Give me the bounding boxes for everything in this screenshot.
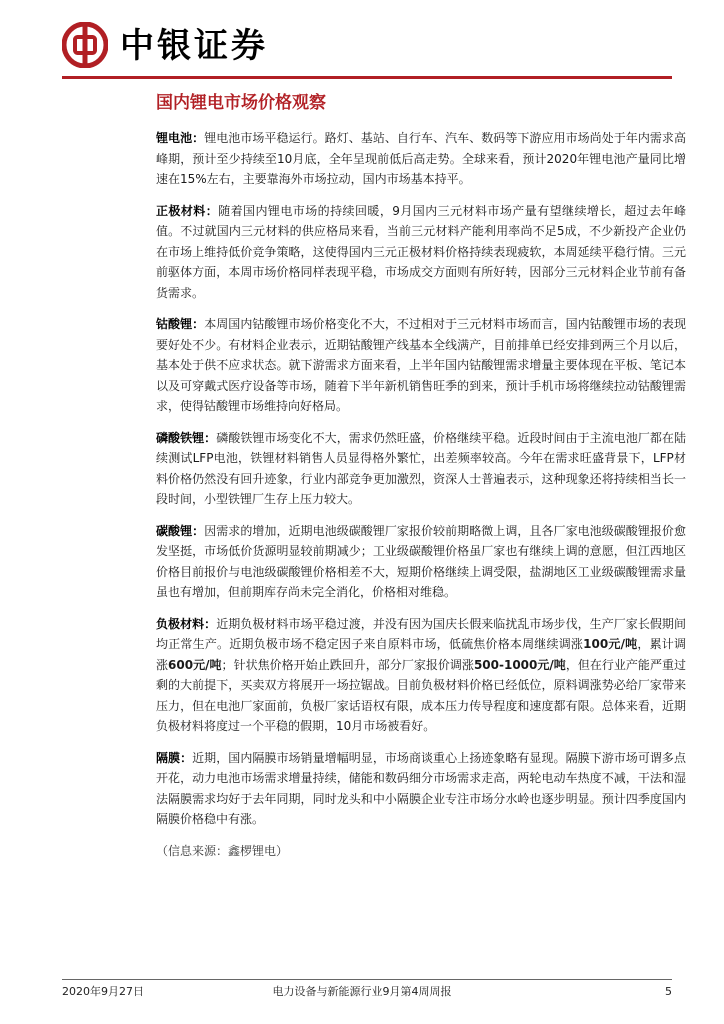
paragraph-text: 近期负极材料市场平稳过渡，并没有因为国庆长假来临扰乱市场步伐，生产厂家长假期间均正常生产。近期负极市场不稳定因子来自原料市场，低硫焦价格本周继续调涨: [156, 616, 686, 651]
paragraph-label: 正极材料：: [156, 203, 219, 218]
page-header: [62, 20, 672, 76]
footer-date: 2020年9月27日: [62, 985, 144, 998]
paragraph-label: 磷酸铁锂：: [156, 430, 217, 445]
body-paragraph: [156, 748, 686, 830]
paragraph-label: 负极材料：: [156, 616, 217, 631]
paragraph-text: ；针状焦价格开始止跌回升，部分厂家报价调涨: [221, 657, 474, 672]
brand-name: 中银证券: [120, 26, 268, 66]
body-paragraph: [156, 128, 686, 190]
paragraph-label: 锂电池：: [156, 131, 205, 145]
highlighted-value: 500-1000元/吨: [473, 657, 566, 672]
body-paragraph: [156, 614, 686, 737]
paragraph-text: 随着国内锂电市场的持续回暖，9月国内三元材料市场产量有望继续增长，超过去年峰值。不过就国内三元材料的供应格局来看，当前三元材料产能利用率尚不足5成，不少新投产企业仍在市场上维持低价竞争策略，这使得国内三元正极材料价格持续表现疲软，本周延续平稳行情。三元前驱体方面，本周市场价格同样表现平稳，市场成交方面则有所好转，因部分三元材料企业节前有备货需求。: [156, 203, 686, 300]
paragraph-list: [156, 128, 686, 830]
paragraph-text: 近期，国内隔膜市场销量增幅明显，市场商谈重心上扬迹象略有显现。隔膜下游市场可谓多点开花，动力电池市场需求增量持续，储能和数码细分市场需求走高，两轮电动车热度不减，干法和湿法隔膜需求均好于去年同期，同时龙头和中小隔膜企业专注市场分水岭也逐步明显。预计四季度国内隔膜价格稳中有涨。: [156, 750, 686, 826]
paragraph-text: ，但在行业产能严重过剩的大前提下，买卖双方将展开一场拉锯战。目前负极材料价格已经低位，原料调涨势必给厂家带来压力，但在电池厂家面前，负极厂家话语权有限，成本压力传导程度和速度都有限。总体来看，近期负极材料将度过一个平稳的假期，10月市场被看好。: [156, 657, 686, 733]
page-number: 5: [665, 985, 672, 998]
paragraph-text: 因需求的增加，近期电池级碳酸锂厂家报价较前期略微上调，且各厂家电池级碳酸锂报价愈发坚挺，市场低价货源明显较前期减少；工业级碳酸锂价格虽厂家也有继续上调的意愿，但江西地区价格目前报价与电池级碳酸锂价格相差不大，短期价格继续上调受限，盐湖地区工业级碳酸锂需求量虽也有增加，但前期库存尚未完全消化，价格相对维稳。: [156, 523, 686, 599]
paragraph-text: ，累计调涨: [156, 637, 686, 672]
body-paragraph: [156, 201, 686, 304]
source-note: （信息来源：鑫椤锂电）: [156, 843, 289, 858]
highlighted-value: 600元/吨: [168, 657, 222, 672]
body-paragraph: [156, 521, 686, 603]
bank-of-china-logo-icon: [62, 22, 108, 68]
section-title: 国内锂电市场价格观察: [156, 93, 326, 113]
footer-report-title: 电力设备与新能源行业9月第4周周报: [272, 985, 452, 998]
footer-divider: [62, 979, 672, 980]
report-body: [156, 128, 686, 861]
body-paragraph: [156, 314, 686, 417]
highlighted-value: 100元/吨: [583, 637, 638, 651]
header-divider: [62, 76, 672, 79]
paragraph-label: 钴酸锂：: [156, 317, 205, 331]
paragraph-label: 隔膜：: [156, 750, 193, 765]
paragraph-label: 碳酸锂：: [156, 523, 205, 538]
paragraph-text: 磷酸铁锂市场变化不大，需求仍然旺盛，价格继续平稳。近段时间由于主流电池厂都在陆续测试LFP电池，铁锂材料销售人员显得格外繁忙，出差频率较高。今年在需求旺盛背景下，LFP材料价格仍然没有回升迹象，行业内部竞争更加激烈，资深人士普遍表示，这种现象还将持续相当长一段时间，小型铁锂厂生存上压力较大。: [156, 430, 686, 506]
paragraph-text: 本周国内钴酸锂市场价格变化不大，不过相对于三元材料市场而言，国内钴酸锂市场的表现要好处不少。有材料企业表示，近期钴酸锂产线基本全线满产，目前排单已经安排到两三个月以后，基本处于供不应求状态。就下游需求方面来看，上半年国内钴酸锂需求增量主要体现在平板、笔记本以及可穿戴式医疗设备等市场，随着下半年新机销售旺季的到来，预计手机市场将继续拉动钴酸锂需求，使得钴酸锂市场维持向好格局。: [156, 317, 686, 413]
paragraph-text: 锂电池市场平稳运行。路灯、基站、自行车、汽车、数码等下游应用市场尚处于年内需求高峰期，预计至少持续至10月底，全年呈现前低后高走势。全球来看，预计2020年锂电池产量同比增速在15%左右，主要靠海外市场拉动，国内市场基本持平。: [156, 131, 686, 186]
body-paragraph: [156, 428, 686, 510]
